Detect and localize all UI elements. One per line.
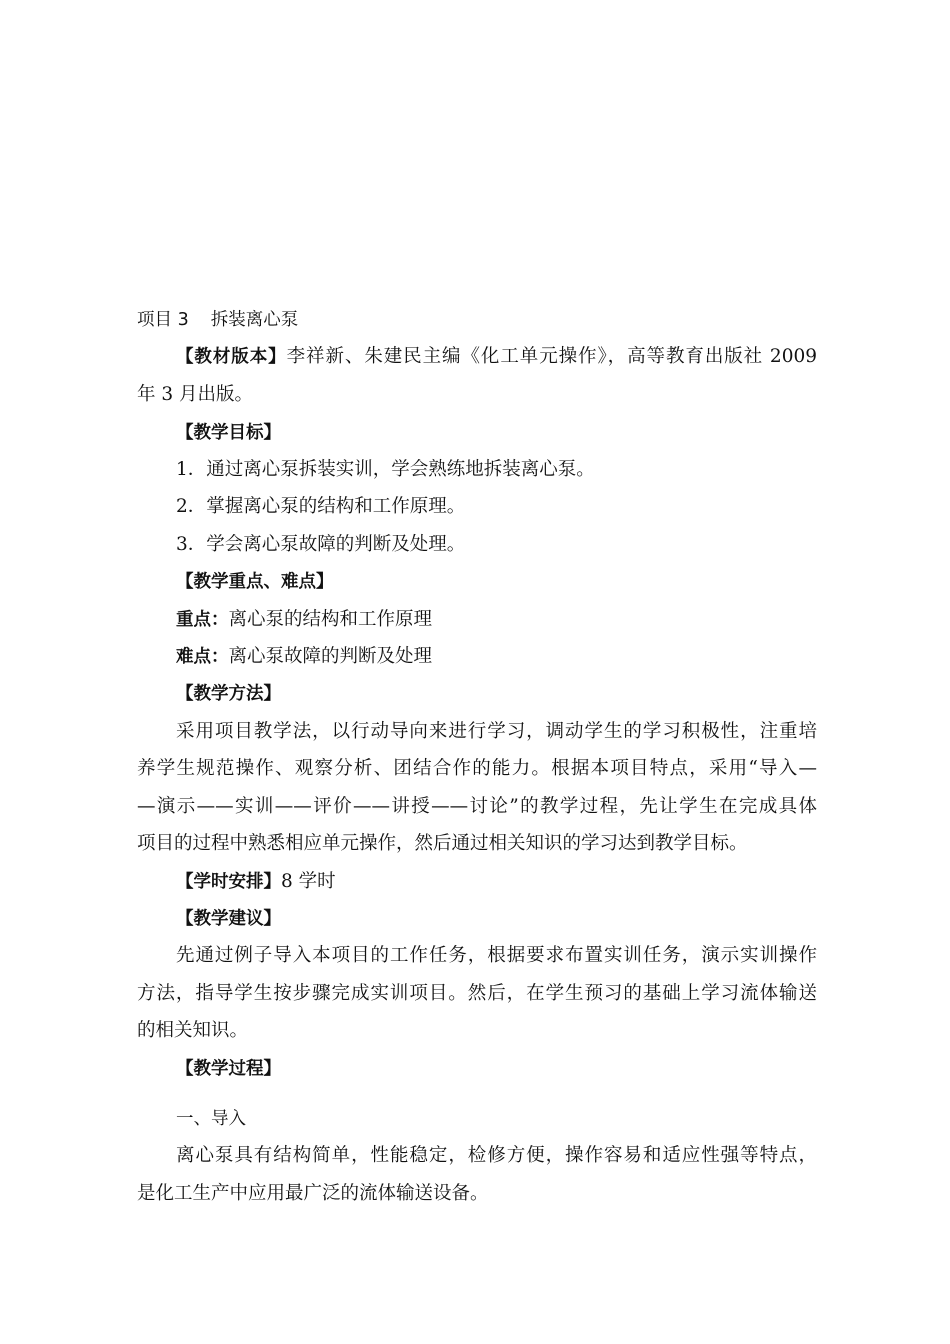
focus-label: 重点： xyxy=(176,610,229,630)
methods-line-2: 养学生规范操作、观察分析、团结合作的能力。根据本项目特点，采用“导入— xyxy=(137,758,817,779)
hours-heading: 【学时安排】 xyxy=(176,872,281,892)
methods-heading: 【教学方法】 xyxy=(176,684,281,704)
textbook-heading: 【教材版本】 xyxy=(176,347,287,367)
project-title: 拆装离心泵 xyxy=(210,310,299,330)
suggestions-line-2: 方法，指导学生按步骤完成实训项目。然后，在学生预习的基础上学习流体输送 xyxy=(137,983,817,1004)
section-1-line-2: 是化工生产中应用最广泛的流体输送设备。 xyxy=(137,1183,489,1204)
textbook-text-1: 李祥新、朱建民主编《化工单元操作》，高等教育出版社 2009 xyxy=(286,346,817,367)
suggestions-heading: 【教学建议】 xyxy=(176,909,281,929)
textbook-line-1 xyxy=(176,344,817,370)
objectives-heading: 【教学目标】 xyxy=(176,423,281,443)
difficulty-line xyxy=(176,644,817,670)
section-1-title: 一、导入 xyxy=(176,1109,246,1129)
suggestions-line-3: 的相关知识。 xyxy=(137,1020,249,1041)
section-1-line-1: 离心泵具有结构简单，性能稳定，检修方便，操作容易和适应性强等特点， xyxy=(176,1145,817,1166)
hours-value: 8 学时 xyxy=(281,871,336,892)
difficulty-label: 难点： xyxy=(176,647,229,667)
difficulty-text: 离心泵故障的判断及处理 xyxy=(228,646,433,667)
key-points-heading: 【教学重点、难点】 xyxy=(176,572,334,592)
textbook-line-2: 年 3 月出版。 xyxy=(137,384,254,405)
suggestions-line-1: 先通过例子导入本项目的工作任务，根据要求布置实训任务，演示实训操作 xyxy=(176,945,817,966)
objective-item-3: 3．学会离心泵故障的判断及处理。 xyxy=(176,534,466,555)
focus-line xyxy=(176,607,817,633)
methods-line-3: —演示——实训——评价——讲授——讨论”的教学过程，先让学生在完成具体 xyxy=(137,796,817,817)
project-title-line xyxy=(137,307,817,333)
focus-text: 离心泵的结构和工作原理 xyxy=(228,609,433,630)
objective-item-1: 1．通过离心泵拆装实训，学会熟练地拆装离心泵。 xyxy=(176,459,595,480)
methods-line-1: 采用项目教学法，以行动导向来进行学习，调动学生的学习积极性，注重培 xyxy=(176,721,817,742)
project-label: 项目 3 xyxy=(137,310,189,330)
process-heading: 【教学过程】 xyxy=(176,1059,281,1079)
hours-line xyxy=(176,869,817,895)
objective-item-2: 2．掌握离心泵的结构和工作原理。 xyxy=(176,496,466,517)
methods-line-4: 项目的过程中熟悉相应单元操作，然后通过相关知识的学习达到教学目标。 xyxy=(137,833,748,854)
